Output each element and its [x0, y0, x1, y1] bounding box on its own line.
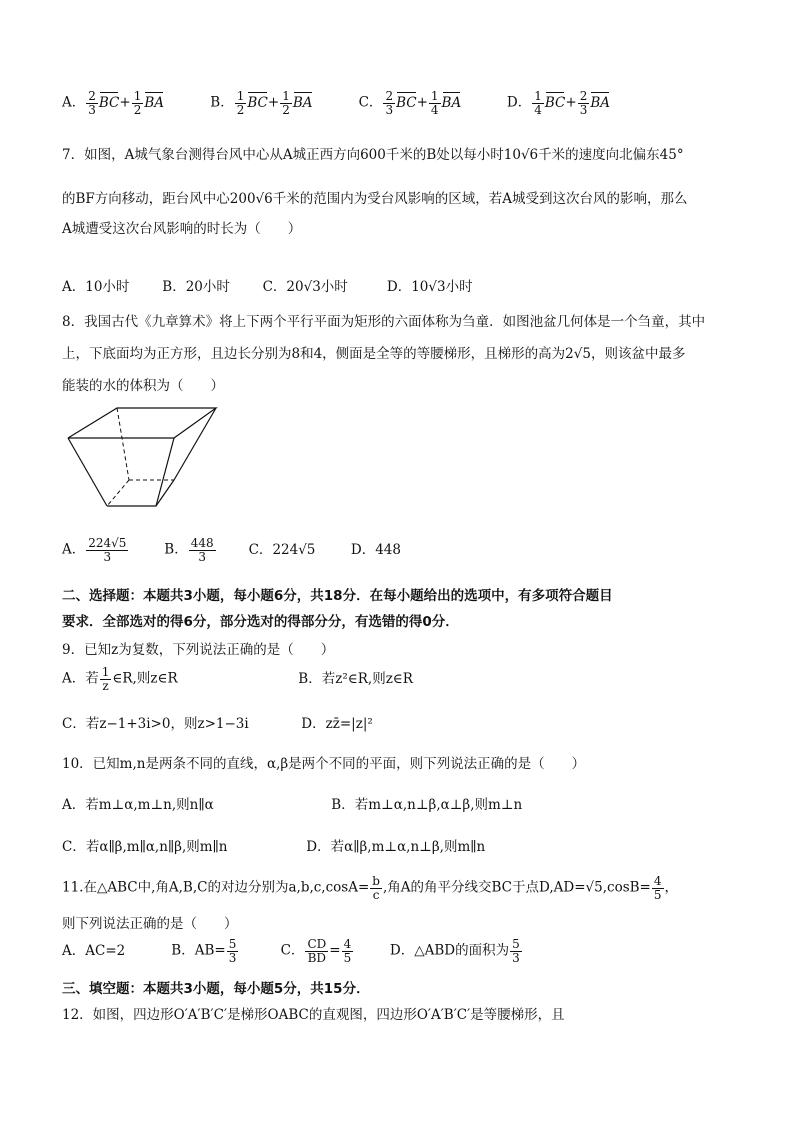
q7-option-c: C．20√3小时 — [262, 279, 348, 295]
q9-options-cd — [62, 712, 373, 732]
q11-option-d: D．△ABD的面积为 $\frac{5}{3}$ — [389, 937, 520, 965]
section-2-header-line-1: 二、选择题：本题共3小题，每小题6分，共18分．在每小题给出的选项中，有多项符合题目 — [62, 588, 613, 604]
q12-line-1: 12．如图，四边形O′A′B′C′是梯形OABC的直观图，四边形O′A′B′C′是等腰梯形，且 — [62, 1007, 565, 1023]
q6-options — [62, 90, 610, 116]
q11-option-b: B．AB= $\frac{5}{3}$ — [171, 937, 237, 965]
q10-option-b: B．若m⊥α,n⊥β,α⊥β,则m⊥n — [331, 797, 523, 813]
section-3-header: 三、填空题：本题共3小题，每小题5分，共15分． — [62, 981, 370, 997]
q8-option-c: C．224√5 — [248, 541, 316, 558]
chutong-figure — [62, 398, 222, 518]
q8-option-a: A． $\frac{224√5}{3}$ — [62, 536, 127, 564]
q8-line-1: 8．我国古代《九章算术》将上下两个平行平面为矩形的六面体称为刍童．如图池盆几何体是一个刍童，其中 — [62, 314, 706, 330]
q6-option-d: D． $\frac{1}{4}$ BC+ $\frac{2}{3}$ BA — [506, 89, 610, 117]
q8-line-2: 上，下底面均为正方形，且边长分别为8和4，侧面是全等的等腰梯形，且梯形的高为2√5，则该盆中最多 — [62, 346, 686, 362]
q10-option-c: C．若α∥β,m∥α,n∥β,则m∥n — [62, 839, 228, 855]
q9-option-a: A．若 $\frac{1}{z}$ ∈R,则z∈R — [62, 665, 178, 693]
q7-line-2: 的BF方向移动，距台风中心200√6千米的范围内为受台风影响的区域，若A城受到这次台风的影响，那么 — [62, 191, 688, 207]
q6-option-b: B． $\frac{1}{2}$ BC+ $\frac{1}{2}$ BA — [210, 89, 313, 117]
q11-option-c: C． $\frac{CD}{BD}$ = $\frac{4}{5}$ — [280, 937, 352, 965]
q8-option-b: B． $\frac{448}{3}$ — [164, 536, 214, 564]
q7-line-3: A城遭受这次台风影响的时长为（ ） — [62, 221, 302, 237]
q11-line-2: 则下列说法正确的是（ ） — [62, 916, 238, 932]
q7-option-a: A．10小时 — [62, 279, 130, 295]
q8-line-3: 能装的水的体积为（ ） — [62, 378, 224, 394]
q8-options — [62, 537, 401, 563]
q11-options — [62, 938, 523, 964]
q7-option-d: D．10√3小时 — [386, 279, 473, 295]
q7-options — [62, 275, 473, 295]
q7-option-b: B．20小时 — [162, 279, 230, 295]
q7-line-1: 7．如图，A城气象台测得台风中心从A城正西方向600千米的B处以每小时10√6千米的速度向北偏东45° — [62, 147, 684, 163]
q10-option-d: D．若α∥β,m⊥α,n⊥β,则m∥n — [306, 839, 486, 855]
q6-option-a: A． $\frac{2}{3}$ BC+ $\frac{1}{2}$ BA — [62, 89, 165, 117]
q9-option-d: D．zz̄=|z|² — [301, 716, 373, 732]
q10-options-cd — [62, 835, 485, 855]
q8-option-d: D．448 — [350, 541, 401, 558]
q6-option-c: C． $\frac{2}{3}$ BC+ $\frac{1}{4}$ BA — [358, 89, 462, 117]
q9-option-c: C．若z−1+3i>0，则z>1−3i — [62, 716, 249, 732]
q9-option-b: B．若z²∈R,则z∈R — [298, 670, 413, 687]
q11-option-a: A．AC=2 — [62, 942, 126, 959]
q10-stem: 10．已知m,n是两条不同的直线，α,β是两个不同的平面，则下列说法正确的是（ ） — [62, 756, 586, 772]
q9-stem: 9．已知z为复数，下列说法正确的是（ ） — [62, 642, 335, 658]
q11-stem: 11.在△ABC中,角A,B,C的对边分别为a,b,c,cosA= $\frac{b}{c}$ ,角A的角平分线交BC于点D,AD=√5,cosB= $\frac{4}{5}$ ， — [62, 874, 678, 902]
q10-option-a: A．若m⊥α,m⊥n,则n∥α — [62, 797, 214, 813]
q10-options-ab — [62, 793, 522, 813]
section-2-header-line-2: 要求．全部选对的得6分，部分选对的得部分分，有选错的得0分． — [62, 614, 459, 630]
q9-options-ab — [62, 666, 413, 692]
